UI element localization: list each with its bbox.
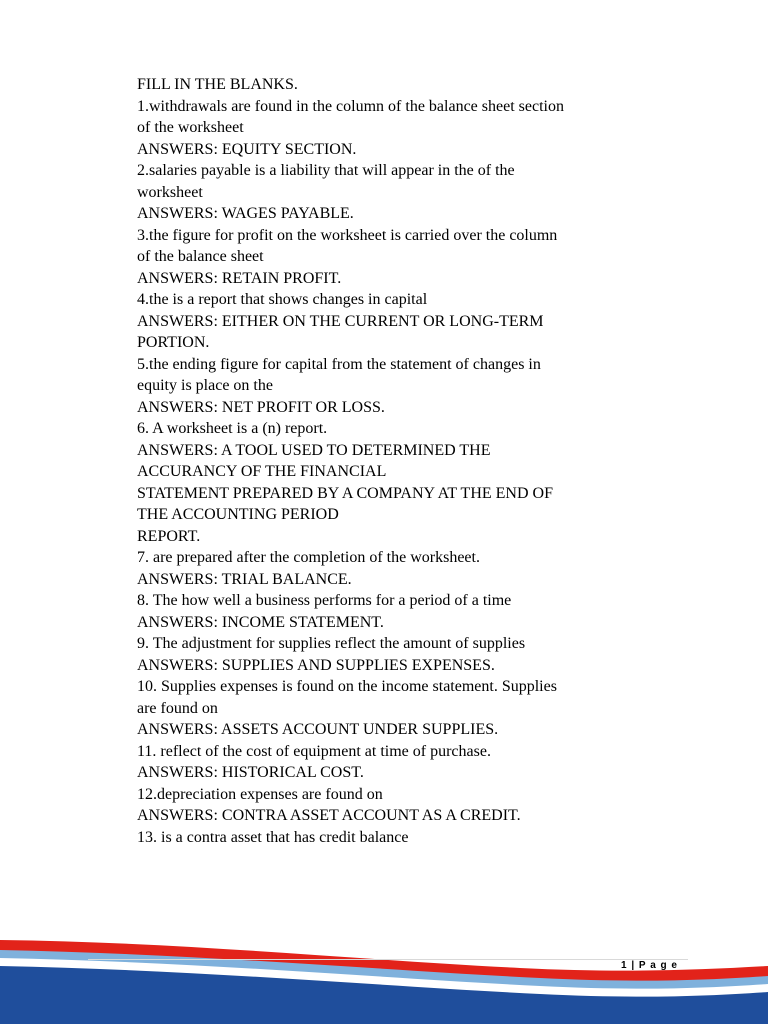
text-line: 5.the ending figure for capital from the statement of changes in [137, 355, 541, 373]
text-line: STATEMENT PREPARED BY A COMPANY AT THE END OF [137, 484, 553, 502]
text-line: 3.the figure for profit on the worksheet is carried over the column [137, 226, 558, 244]
text-line: ANSWERS: RETAIN PROFIT. [137, 269, 342, 287]
text-line: 7. are prepared after the completion of the worksheet. [137, 549, 480, 566]
text-line: THE ACCOUNTING PERIOD [137, 506, 339, 523]
text-line: 10. Supplies expenses is found on the income statement. Supplies [137, 678, 557, 695]
text-line: ANSWERS: EITHER ON THE CURRENT OR LONG-TERM [137, 312, 544, 330]
text-line: ANSWERS: ASSETS ACCOUNT UNDER SUPPLIES. [137, 721, 499, 738]
text-line: 13. is a contra asset that has credit balance [137, 828, 409, 846]
text-line: 1.withdrawals are found in the column of the balance sheet section [137, 97, 564, 115]
text-line: equity is place on the [137, 377, 273, 394]
text-line: 9. The adjustment for supplies reflect the amount of supplies [137, 635, 526, 652]
text-line: REPORT. [137, 527, 201, 545]
text-line: PORTION. [137, 334, 210, 351]
text-line: 8. The how well a business performs for a period of a time [137, 592, 512, 609]
text-line: 2.salaries payable is a liability that will appear in the of the [137, 162, 515, 179]
text-line: ACCURANCY OF THE FINANCIAL [137, 463, 387, 480]
text-line: are found on [137, 699, 218, 717]
document-body [137, 74, 697, 848]
text-line: ANSWERS: TRIAL BALANCE. [137, 570, 352, 588]
text-line: 6. A worksheet is a (n) report. [137, 420, 328, 437]
text-line: ANSWERS: CONTRA ASSET ACCOUNT AS A CREDIT. [137, 807, 521, 824]
text-line: ANSWERS: EQUITY SECTION. [137, 140, 357, 158]
text-line: 4.the is a report that shows changes in capital [137, 291, 428, 308]
footer-rule [88, 959, 688, 960]
text-line: worksheet [137, 183, 203, 201]
footer-wave-decoration [0, 940, 768, 1024]
text-line: ANSWERS: NET PROFIT OR LOSS. [137, 398, 385, 416]
text-line: ANSWERS: WAGES PAYABLE. [137, 205, 354, 222]
text-line: ANSWERS: SUPPLIES AND SUPPLIES EXPENSES. [137, 656, 495, 674]
text-line: FILL IN THE BLANKS. [137, 76, 298, 93]
text-line: of the balance sheet [137, 248, 264, 265]
text-line: of the worksheet [137, 119, 244, 136]
text-line: 11. reflect of the cost of equipment at time of purchase. [137, 742, 491, 760]
text-line: ANSWERS: A TOOL USED TO DETERMINED THE [137, 441, 491, 459]
text-line: ANSWERS: HISTORICAL COST. [137, 764, 364, 781]
text-line: ANSWERS: INCOME STATEMENT. [137, 613, 384, 631]
page-number: 1 | P a g e [621, 960, 678, 971]
text-line: 12.depreciation expenses are found on [137, 785, 383, 803]
